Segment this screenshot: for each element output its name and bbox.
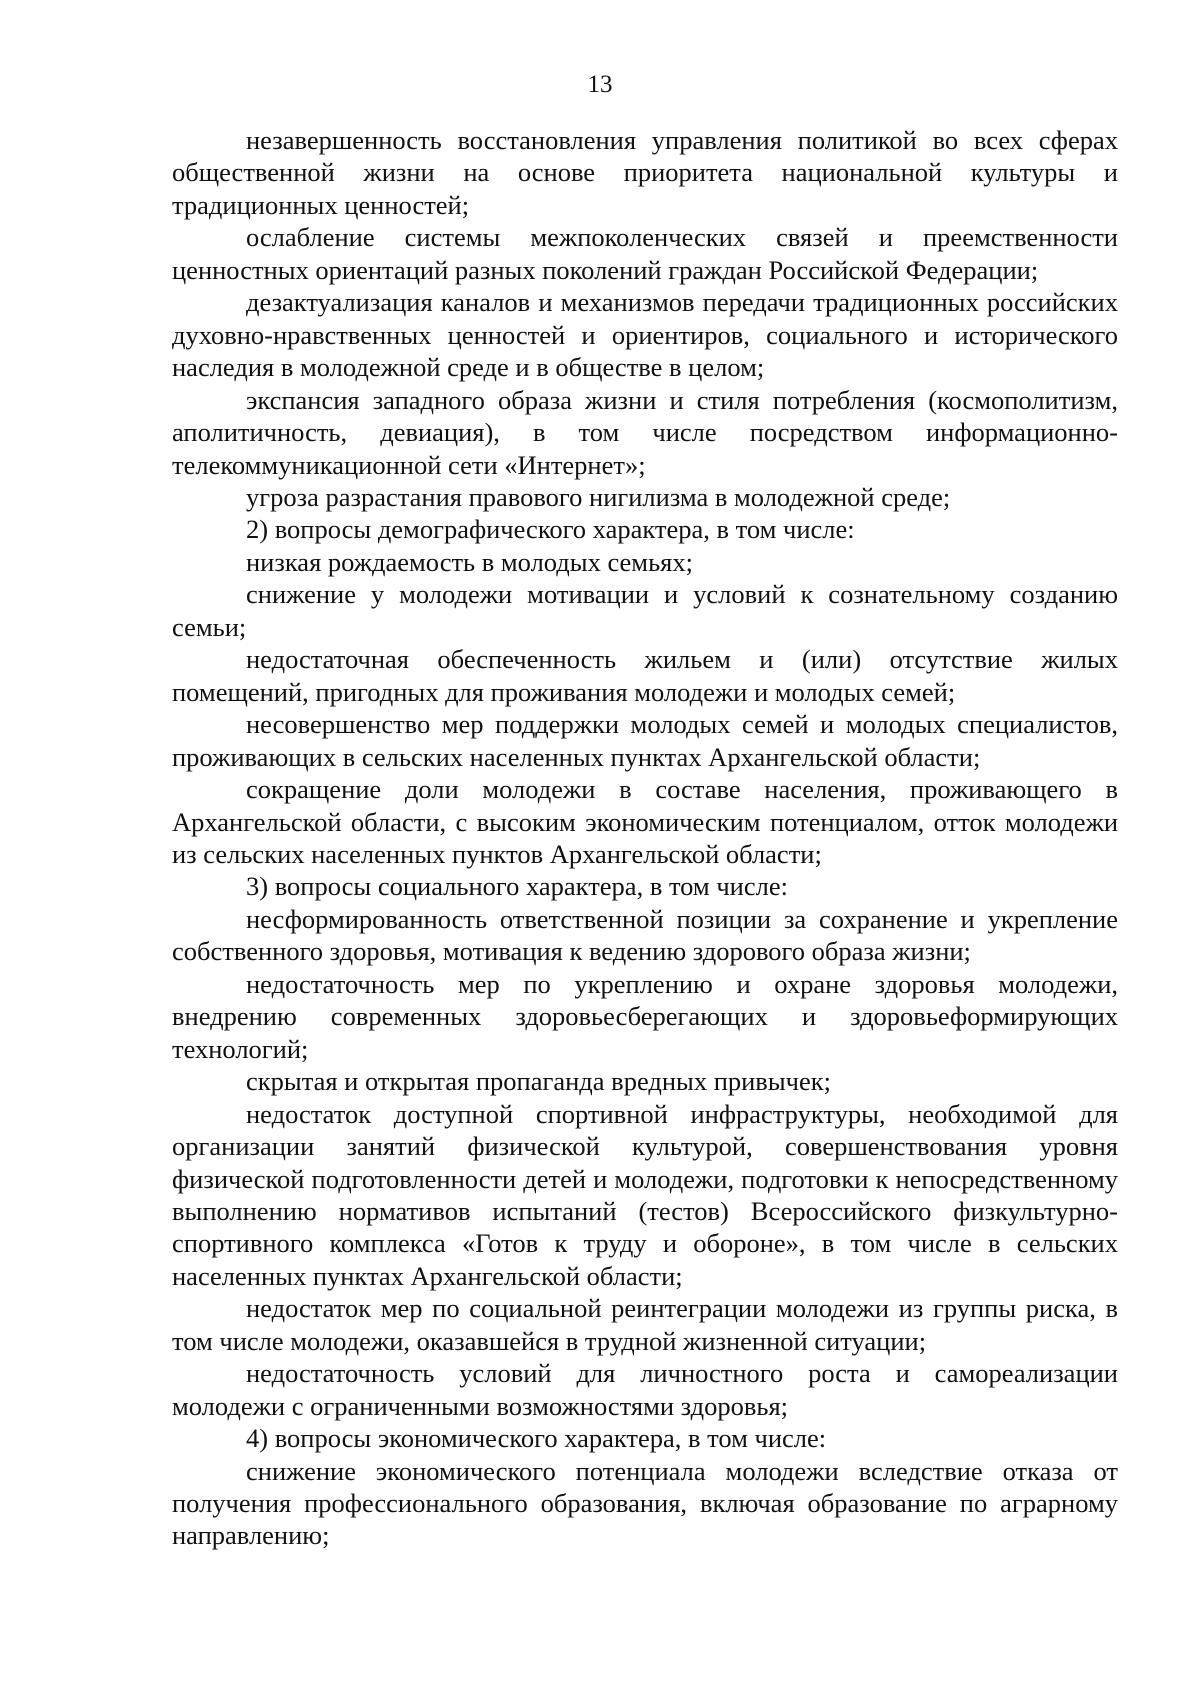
paragraph: дезактуализация каналов и механизмов передачи традиционных российских духовно-нравственных ценностей и ориентиров, социального и исторического наследия в молодежной среде и в обществе в целом; [172,287,1118,383]
paragraph: угроза разрастания правового нигилизма в молодежной среде; [246,481,951,512]
section-heading-demographic: 2) вопросы демографического характера, в том числе: [246,514,855,545]
paragraph: незавершенность восстановления управления политикой во всех сферах общественной жизни на основе приоритета национальной культуры и традиционных ценностей; [172,125,1118,220]
paragraph: недостаток мер по социальной реинтеграции молодежи из группы риска, в том числе молодежи, оказавшейся в трудной жизненной ситуации; [172,1293,1118,1356]
paragraph: несовершенство мер поддержки молодых семей и молодых специалистов, проживающих в сельских населенных пунктах Архангельской области; [172,709,1118,772]
paragraph: ослабление системы межпоколенческих связей и преемственности ценностных ориентаций разных поколений граждан Российской Федерации; [172,222,1118,285]
paragraph: сокращение доли молодежи в составе населения, проживающего в Архангельской области, с высоким экономическим потенциалом, отток молодежи из сельских населенных пунктов Архангельской области; [172,774,1118,869]
paragraph: недостаточность мер по укреплению и охране здоровья молодежи, внедрению современных здоровьесберегающих и здоровьеформирующих технологий; [172,968,1118,1064]
paragraph: низкая рождаемость в молодых семьях; [246,546,693,577]
paragraph: скрытая и открытая пропаганда вредных привычек; [246,1066,831,1097]
section-heading-social: 3) вопросы социального характера, в том числе: [246,871,788,902]
paragraph: снижение экономического потенциала молодежи вследствие отказа от получения профессионального образования, включая образование по аграрному направлению; [172,1455,1118,1551]
paragraph: недостаточность условий для личностного роста и самореализации молодежи с ограниченными возможностями здоровья; [172,1358,1118,1421]
paragraph: снижение у молодежи мотивации и условий к сознательному созданию семьи; [172,579,1118,642]
page-number: 13 [587,71,613,98]
body-text [172,124,1118,1552]
paragraph: экспансия западного образа жизни и стиля потребления (космополитизм, аполитичность, девиация), в том числе посредством информационно-телекоммуникационной сети «Интернет»; [172,384,1118,480]
section-heading-economic: 4) вопросы экономического характера, в том числе: [246,1423,827,1454]
paragraph: несформированность ответственной позиции за сохранение и укрепление собственного здоровья, мотивация к ведению здорового образа жизни; [172,903,1118,967]
paragraph: недостаточная обеспеченность жильем и (или) отсутствие жилых помещений, пригодных для проживания молодежи и молодых семей; [172,644,1118,707]
paragraph: недостаток доступной спортивной инфраструктуры, необходимой для организации занятий физической культурой, совершенствования уровня физической подготовленности детей и молодежи, подготовки к непосредственному выполнению нормативов испытаний (тестов) Всероссийского физкультурно-спортивного комплекса «Готов к труду и обороне», в том числе в сельских населенных пунктах Архангельской области; [172,1098,1118,1291]
